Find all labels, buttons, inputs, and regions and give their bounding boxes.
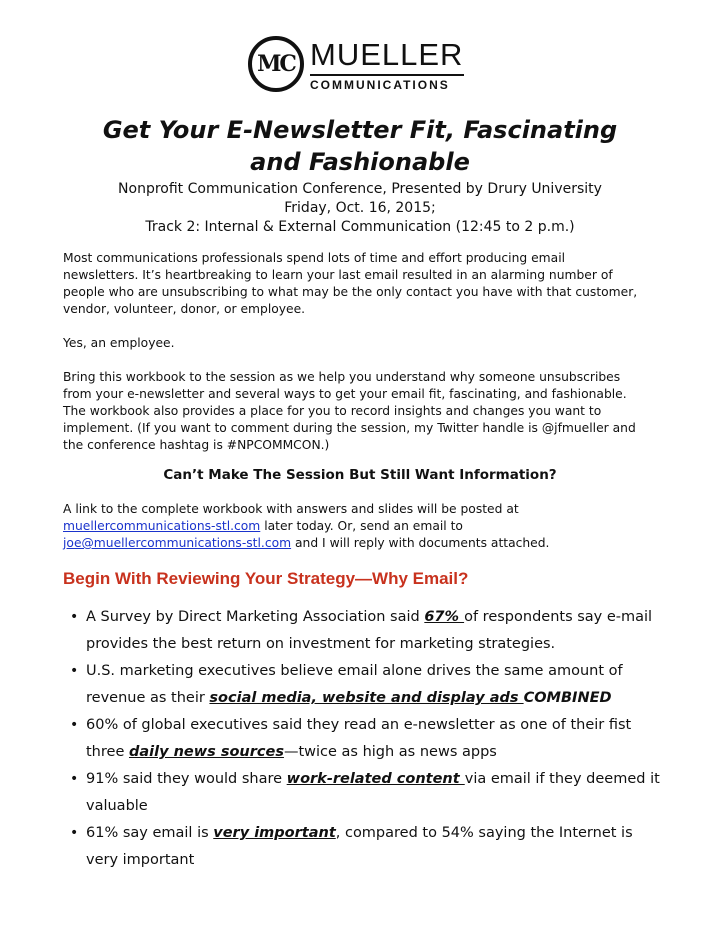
text-segment: valuable [86, 798, 148, 814]
company-logo [248, 36, 468, 98]
section-heading: Begin With Reviewing Your Strategy—Why Email? [63, 569, 469, 588]
text-line: people who are unsubscribing to what may be the only contact you have with that customer, [63, 285, 638, 299]
text-segment: 91% said they would share [86, 771, 287, 787]
contact-paragraph [63, 501, 663, 552]
text-segment: revenue as their [86, 690, 210, 706]
emphasis-text: social media, website and display ads [209, 690, 524, 706]
text-segment: —twice as high as news apps [283, 744, 497, 760]
text-segment: very important [86, 852, 195, 868]
text-line: A link to the complete workbook with answers and slides will be posted at [63, 502, 519, 516]
logo-monogram: MC [257, 51, 295, 77]
emphasis-text: 67% [424, 609, 465, 625]
bold-text: COMBINED [523, 690, 612, 706]
statistics-list [70, 604, 670, 874]
text-segment: A Survey by Direct Marketing Association said [86, 609, 425, 625]
logo-divider [310, 74, 464, 76]
logo-subtitle: COMMUNICATIONS [310, 78, 450, 92]
title-line-1: Get Your E-Newsletter Fit, Fascinating [102, 116, 618, 144]
bullet-icon: • [70, 825, 79, 841]
session-info [60, 180, 660, 237]
conference-line: Nonprofit Communication Conference, Presented by Drury University [118, 181, 602, 197]
text-line: from your e-newsletter and several ways to get your email fit, fascinating, and fashionable. [63, 387, 627, 401]
text-segment: 61% say email is [86, 825, 214, 841]
text-line: The workbook also provides a place for you to record insights and changes you want to [63, 404, 602, 418]
list-item [70, 712, 670, 766]
employee-paragraph [63, 335, 663, 352]
text-segment: and I will reply with documents attached. [291, 536, 550, 550]
text-segment: , compared to 54% saying the Internet is [335, 825, 633, 841]
emphasis-text: daily news sources [128, 744, 284, 760]
list-item [70, 604, 670, 658]
bullet-icon: • [70, 771, 79, 787]
text-segment: via email if they deemed it [464, 771, 660, 787]
text-segment: provides the best return on investment for marketing strategies. [86, 636, 556, 652]
info-subheading: Can’t Make The Session But Still Want Information? [163, 467, 557, 483]
text-line: vendor, volunteer, donor, or employee. [63, 302, 306, 316]
list-item [70, 820, 670, 874]
date-line: Friday, Oct. 16, 2015; [284, 200, 436, 216]
list-item [70, 658, 670, 712]
website-link[interactable]: muellercommunications-stl.com [63, 519, 261, 533]
emphasis-text: work-related content [286, 771, 465, 787]
list-item [70, 766, 670, 820]
text-line: implement. (If you want to comment during the session, my Twitter handle is @jfmueller and [63, 421, 636, 435]
text-segment: of respondents say e-mail [464, 609, 653, 625]
text-segment: three [86, 744, 129, 760]
text-line: Yes, an employee. [63, 336, 175, 350]
text-line [63, 518, 663, 535]
workbook-paragraph [63, 369, 663, 454]
text-segment: 60% of global executives said they read an e-newsletter as one of their fist [86, 717, 632, 733]
track-line: Track 2: Internal & External Communication (12:45 to 2 p.m.) [145, 219, 575, 235]
text-segment: later today. Or, send an email to [260, 519, 463, 533]
text-line: newsletters. It’s heartbreaking to learn your last email resulted in an alarming number of [63, 268, 613, 282]
title-line-2: and Fashionable [250, 148, 470, 176]
text-line: the conference hashtag is #NPCOMMCON.) [63, 438, 330, 452]
logo-name: MUELLER [310, 37, 464, 72]
intro-paragraph [63, 250, 663, 318]
document-title [60, 114, 660, 178]
bullet-icon: • [70, 609, 79, 625]
emphasis-text: very important [213, 825, 336, 841]
text-line [63, 535, 663, 552]
text-line: Most communications professionals spend lots of time and effort producing email [63, 251, 566, 265]
text-line: Bring this workbook to the session as we help you understand why someone unsubscribes [63, 370, 621, 384]
bullet-icon: • [70, 717, 79, 733]
email-link[interactable]: joe@muellercommunications-stl.com [63, 536, 292, 550]
bullet-icon: • [70, 663, 79, 679]
text-segment: U.S. marketing executives believe email alone drives the same amount of [86, 663, 623, 679]
